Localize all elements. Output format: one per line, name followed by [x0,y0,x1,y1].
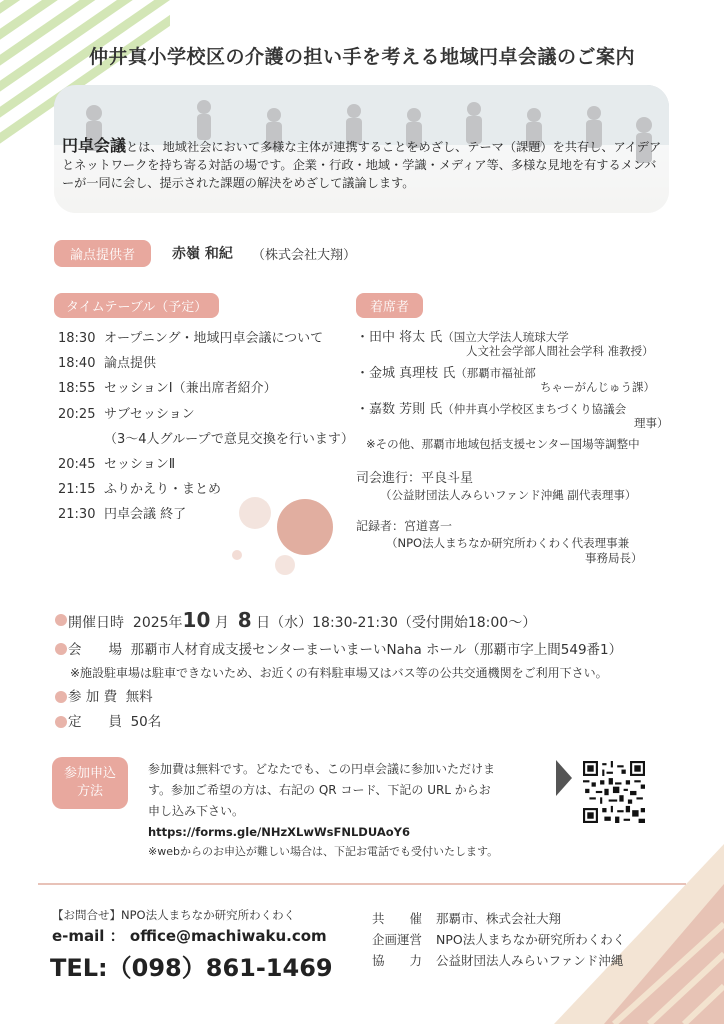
divider [38,883,686,885]
mc-name: 司会進行：平良斗星 [356,471,474,486]
email-label: e-mail [52,927,105,945]
date-line: 開催日時 2025年10 月 8 日（水）18:30-21:30（受付開始18:00～） [68,608,537,632]
attendee-affiliation: ちゃーがんじゅう課） [540,380,655,394]
bullet-icon [55,643,67,655]
attendees-note: ※その他、那覇市地域包括支援センター国場等調整中 [366,437,640,451]
bullet-icon [55,716,67,728]
venue-value: 那覇市人材育成支援センターまーいまーいNaha ホール（那覇市字上間549番1） [130,642,623,658]
intro-body: とは、地域社会において多様な主体が連携することをめざし、テーマ（課題）を共有し、アイデアとネットワークを持ち寄る対話の場です。企業・行政・地域・学識・メディア等、多様な見地を有するメンバーが一同に会し、提示された課題の解決をめざして議論します。 [62,140,662,190]
date-month: 10 [182,608,211,632]
speaker-name: 赤嶺 和紀 [172,246,233,262]
timetable-row: 18:30 オープニング・地域円卓会議について [58,331,324,346]
speaker-label: 論点提供者 [54,240,151,267]
timetable-row: （3～4人グループで意見交換を行います） [104,432,354,447]
timetable-label: タイムテーブル（予定） [54,293,219,318]
attendee-affiliation: 人文社会学部人間社会学科 准教授） [466,344,654,358]
fee-value: 無料 [125,689,153,705]
timetable-row: 21:30 円卓会議 終了 [58,507,187,522]
parking-note: ※施設駐車場は駐車できないため、お近くの有料駐車場又はバス等の公共交通機関をご利用下さい。 [70,666,608,680]
attendees-label: 着席者 [356,293,423,318]
organizer-row: 企画運営 NPO法人まちなか研究所わくわく [372,932,626,947]
apply-text-line: 参加費は無料です。どなたでも、この円卓会議に参加いただけま [148,762,496,776]
intro-lead: 円卓会議 [62,136,127,155]
organizer-row: 協 力 公益財団法人みらいファンド沖縄 [372,953,624,968]
mc-affiliation: （公益財団法人みらいファンド沖縄 副代表理事） [380,488,637,502]
organizer-row: 共 催 那覇市、株式会社大翔 [372,911,562,926]
speaker-org: （株式会社大翔） [252,248,357,263]
recorder-affiliation: （NPO法人まちなか研究所わくわく代表理事兼 [386,536,630,550]
intro-text [62,137,664,192]
inquiry-line: 【お問合せ】NPO法人まちなか研究所わくわく [52,908,296,922]
capacity-value: 50名 [130,714,162,730]
qr-code[interactable] [583,761,645,823]
recorder-title: 事務局長） [585,551,643,565]
apply-url-link[interactable]: https://forms.gle/NHzXLwWsFNLDUAoY6 [148,825,410,839]
venue-label: 会 場 [68,642,122,658]
apply-phone-note: ※webからのお申込が難しい場合は、下記お電話でも受付いたします。 [148,845,499,858]
apply-text-line: す。参加ご希望の方は、右記の QR コード、下記の URL からお [148,783,491,797]
recorder-name: 記録者：宮道喜一 [356,519,453,533]
capacity-line [68,710,161,730]
venue-line [68,638,622,658]
apply-text-line: 申し込み下さい。 [148,804,245,818]
page-title: 仲井真小学校区の介護の担い手を考える地域円卓会議のご案内 [88,46,635,68]
fee-line [68,685,153,705]
timetable-row: 18:55 セッションⅠ（兼出席者紹介） [58,381,277,396]
bullet-icon [55,691,67,703]
phone-number[interactable]: TEL:（098）861-1469 [50,954,333,982]
decorative-circles [225,485,340,575]
fee-label: 参 加 費 [68,689,118,705]
attendee-item: ・嘉数 芳則 氏（仲井真小学校区まちづくり協議会 [356,402,627,417]
timetable-row: 21:15 ふりかえり・まとめ [58,482,222,497]
timetable-row: 20:45 セッションⅡ [58,457,176,472]
date-label: 開催日時 [68,615,124,631]
timetable-row: 18:40 論点提供 [58,356,157,371]
bullet-icon [55,614,67,626]
date-day: 8 [237,608,252,632]
email-line: e-mail ： office@machiwaku.com [52,927,327,945]
email-address[interactable]: office@machiwaku.com [129,927,327,945]
attendee-item: ・田中 将太 氏（国立大学法人琉球大学 [356,330,569,345]
capacity-label: 定 員 [68,714,122,730]
timetable-row: 20:25 サブセッション [58,407,195,422]
arrow-right-icon [556,760,572,796]
attendee-item: ・金城 真理枝 氏（那覇市福祉部 [356,366,536,381]
attendee-affiliation: 理事） [634,416,669,430]
apply-method-label: 参加申込 方法 [52,757,128,809]
